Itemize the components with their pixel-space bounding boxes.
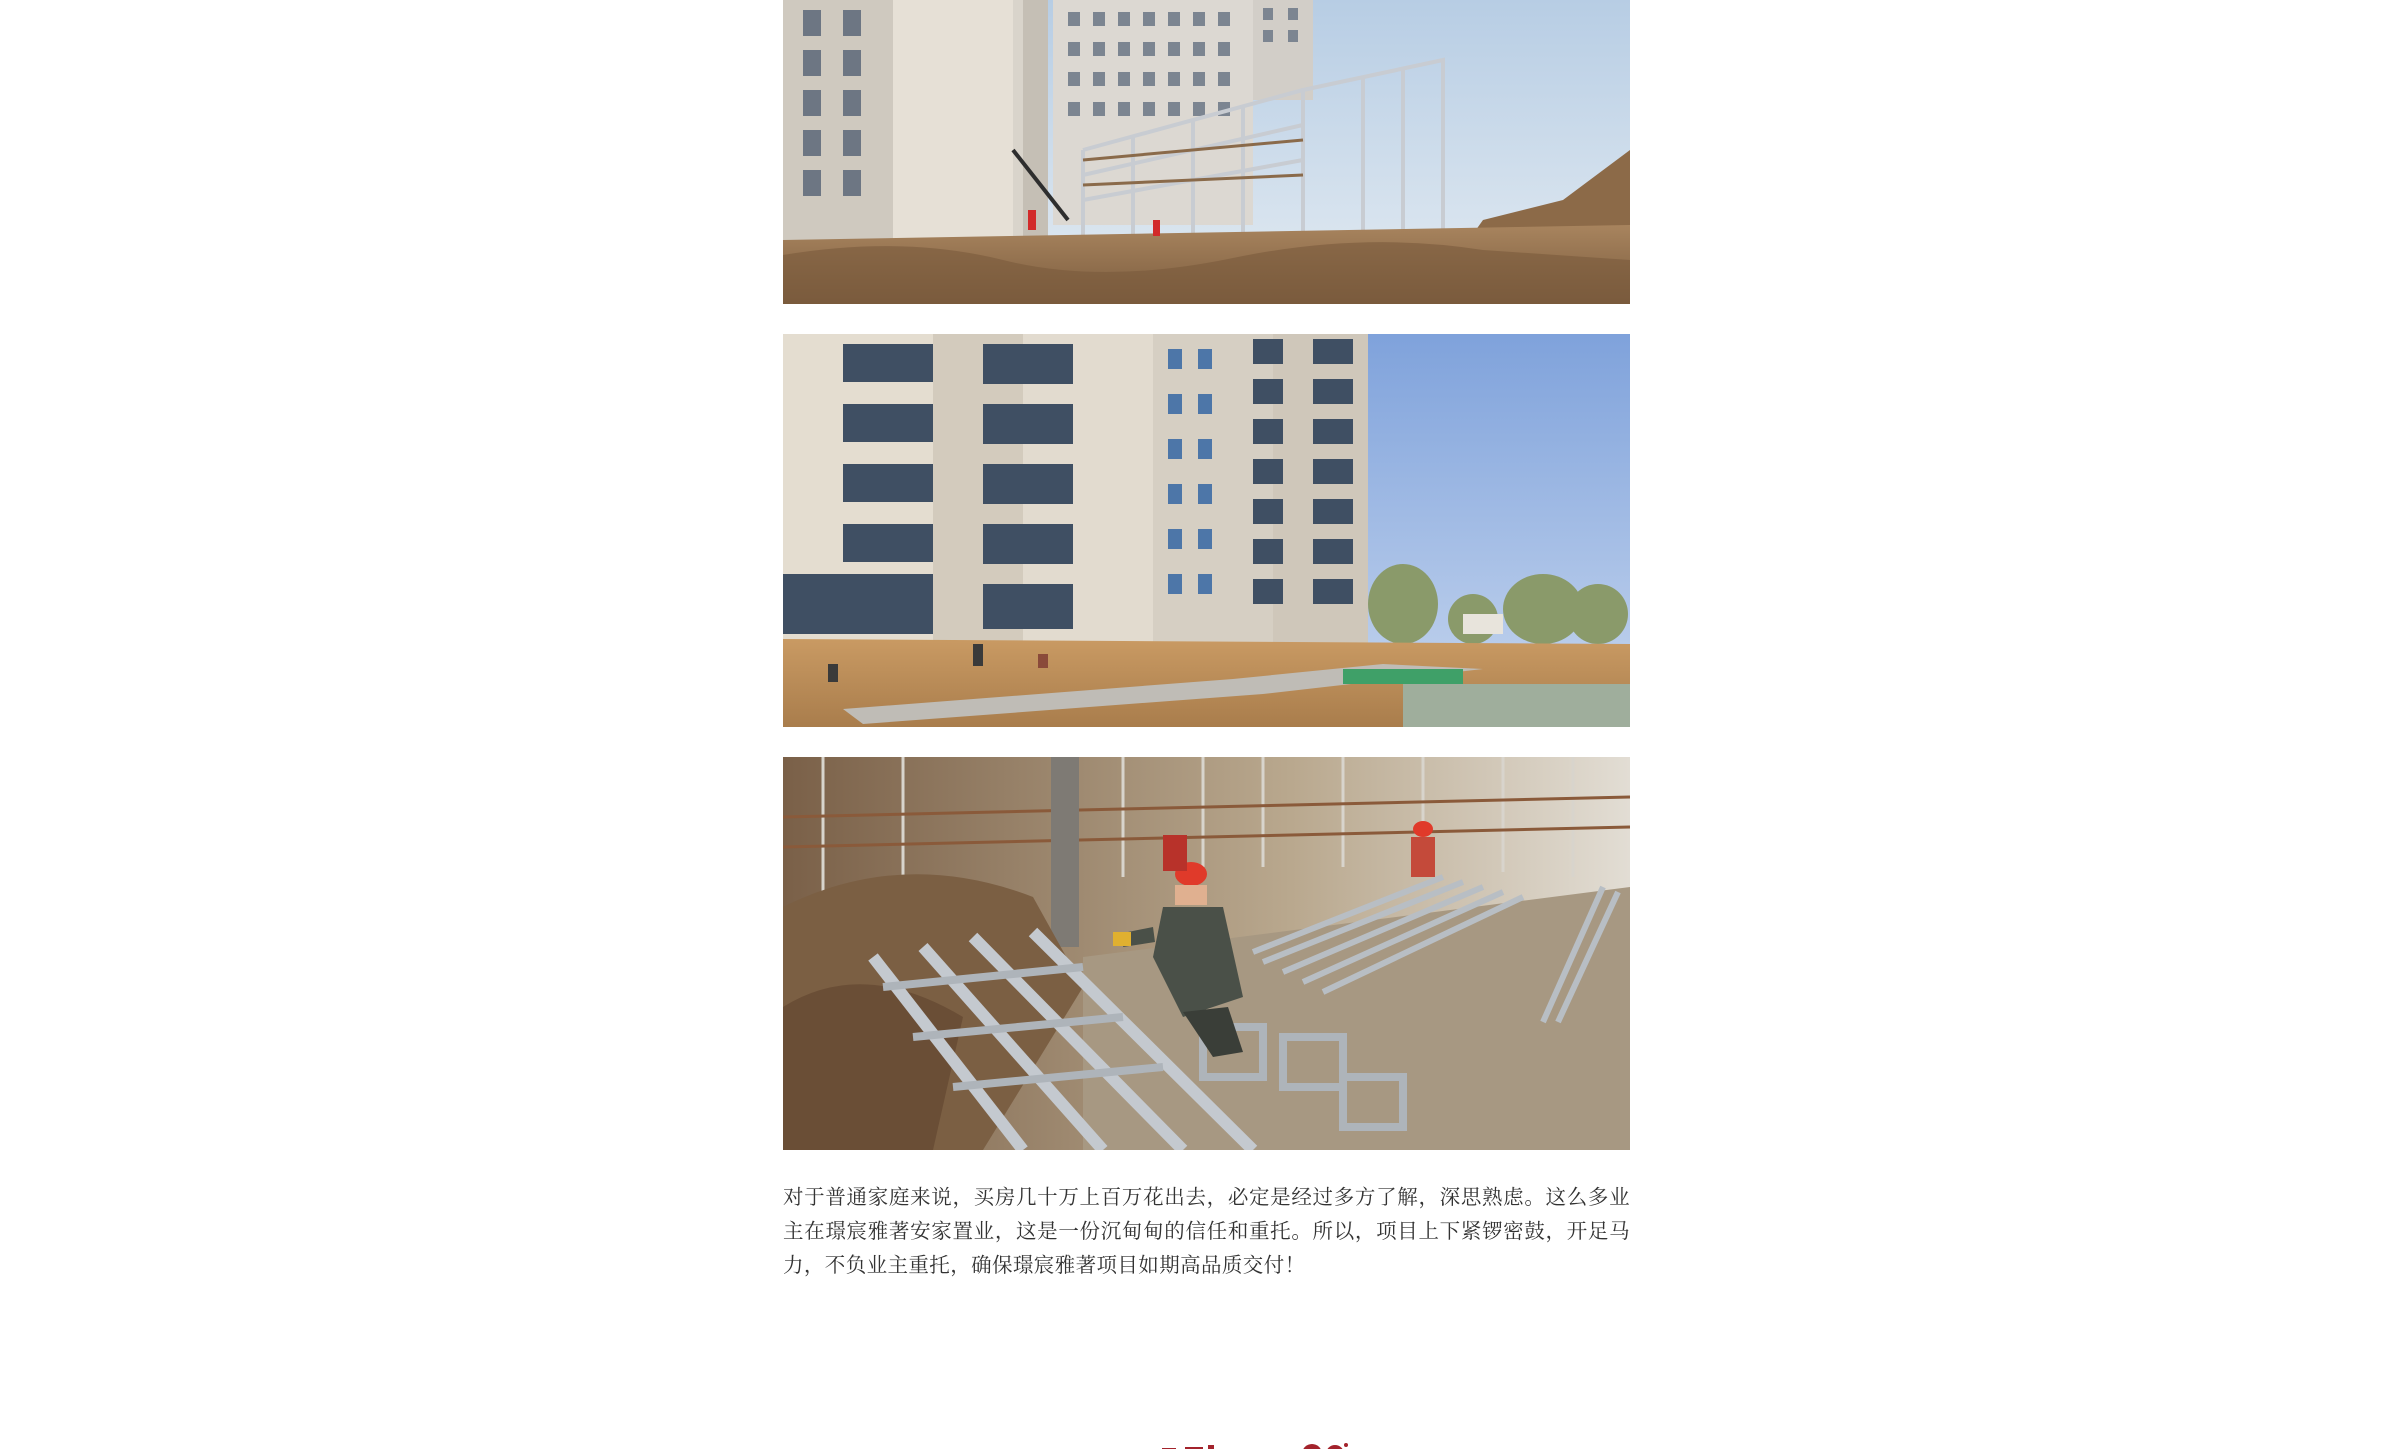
construction-photo-3 [783, 757, 1630, 1150]
construction-photo-1 [783, 0, 1630, 304]
brand-logo [1080, 1438, 1350, 1449]
article-paragraph: 对于普通家庭来说，买房几十万上百万花出去，必定是经过多方了解，深思熟虑。这么多业主在璟宸雅著安家置业，这是一份沉甸甸的信任和重托。所以，项目上下紧锣密鼓，开足马力，不负业主重托，确保璟宸雅著项目如期高品质交付！ [783, 1185, 1630, 1277]
construction-photo-2 [783, 334, 1630, 727]
